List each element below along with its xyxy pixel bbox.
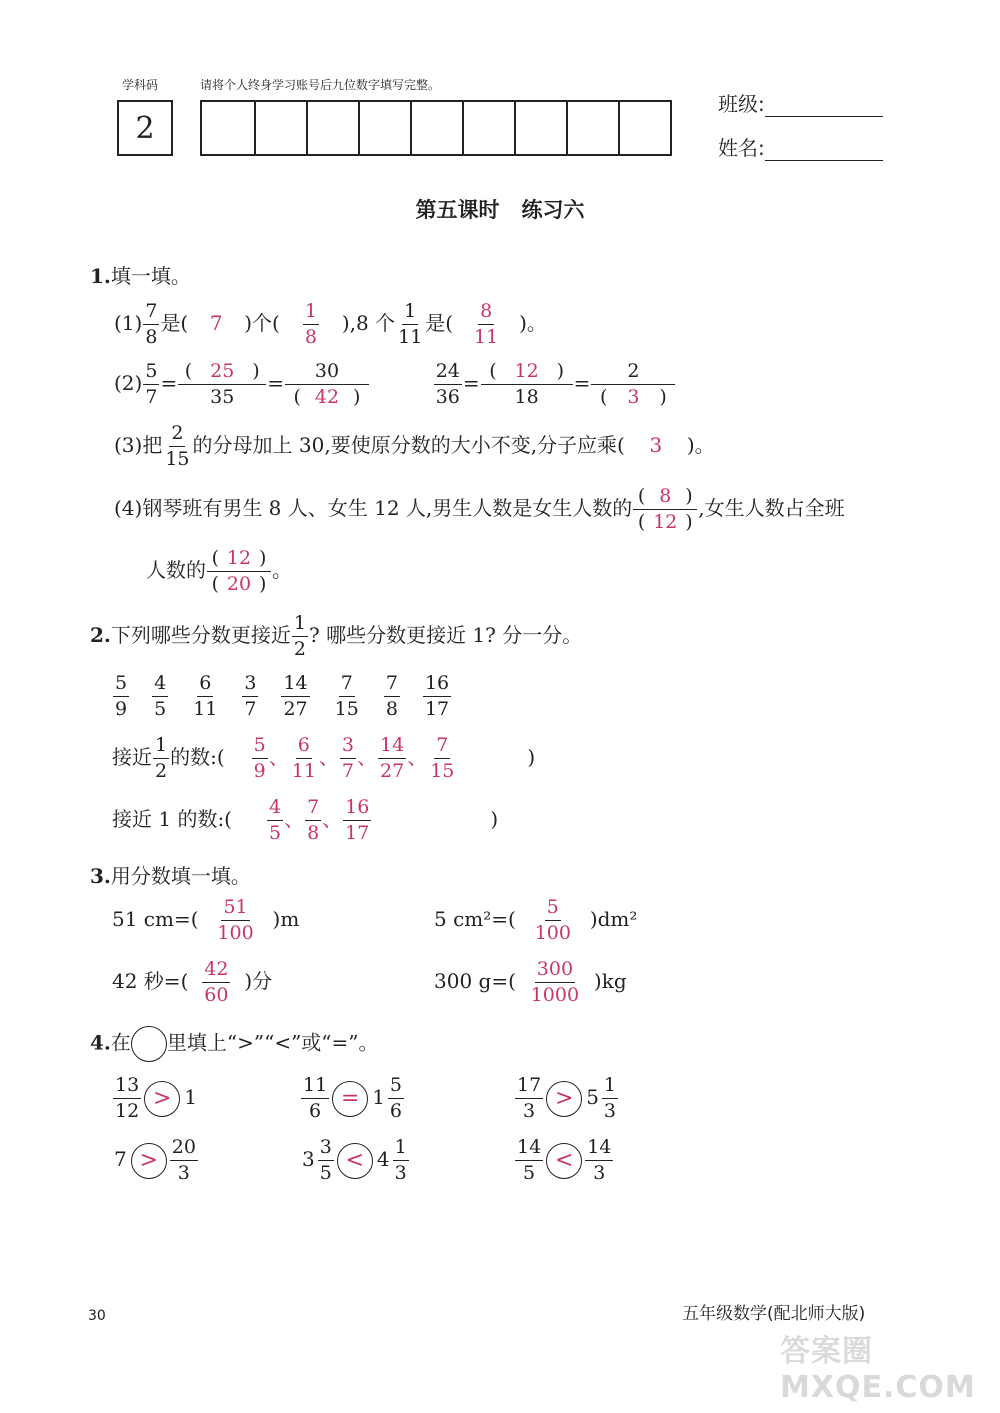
subject-code: 2	[135, 110, 155, 146]
fraction: $\frac{4}{5}$	[268, 796, 282, 844]
compare-circle[interactable]: >	[144, 1081, 180, 1117]
q1-p3-label: (3)把	[114, 433, 163, 457]
compare-item	[112, 1076, 199, 1121]
q1-p1-label: (1)	[114, 311, 143, 335]
compare-circle[interactable]: <	[546, 1143, 582, 1179]
answer-fraction[interactable]: $\frac{1}{8}$	[304, 300, 317, 348]
fraction: $\frac{14}{3}$	[587, 1136, 612, 1184]
fraction: $\frac{14}{27}$	[380, 734, 405, 782]
value: 7	[114, 1147, 127, 1171]
q1-part2: (2) $\frac{5}{7}$ = $\frac{( 25 )}{35}$ = $\frac{30}{( 42 )}$ $\frac{24}{36}$ = $\frac{( 12 )}{18}$ = $\frac{2}{( 3 )}$	[114, 362, 676, 407]
q1-part1: (1) $\frac{7}{8}$ 是( 7 )个( $\frac{1}{8}$ ),8 个 $\frac{1}{11}$ 是( $\frac{8}{11}$ )。	[114, 300, 547, 348]
answer-fraction[interactable]: $\frac{300}{1000}$	[530, 958, 580, 1006]
compare-circle[interactable]: >	[546, 1081, 582, 1117]
blank-fraction[interactable]: $\frac{( 12 )}{( 20 )}$	[207, 549, 271, 594]
value: 4 $\frac{1}{3}$	[376, 1136, 407, 1184]
fraction: $\frac{7}{15}$	[430, 734, 455, 782]
class-field[interactable]	[718, 88, 883, 117]
q1-part4: (4)钢琴班有男生 8 人、女生 12 人,男生人数是女生人数的 $\frac{( 8 )}{( 12 )}$ ,女生人数占全班	[114, 485, 845, 533]
fraction: $\frac{5}{9}$	[253, 734, 266, 782]
answer[interactable]: 7	[209, 311, 223, 335]
answer[interactable]: 3	[649, 433, 663, 457]
account-digit-box[interactable]	[200, 100, 256, 156]
blank-fraction[interactable]: $\frac{( 12 )}{18}$	[481, 362, 573, 407]
compare-item	[112, 1138, 199, 1183]
fraction: $\frac{6}{11}$	[291, 734, 316, 782]
fraction: $\frac{3}{7}$	[341, 734, 355, 782]
q1-heading	[90, 260, 191, 289]
fraction: $\frac{1}{3}$	[394, 1136, 407, 1184]
fraction: $\frac{16}{17}$	[424, 672, 450, 720]
q2-near-half-row: 接近 $\frac{1}{2}$ 的数:( $\frac{5}{9}$ 、 $\frac{6}{11}$ 、 $\frac{3}{7}$ 、 $\frac{14}{27}$ 、 $\frac{7}{15}$ )	[112, 734, 536, 782]
name-field[interactable]	[718, 132, 883, 161]
blank-fraction[interactable]: $\frac{30}{( 42 )}$	[285, 362, 369, 407]
fraction: $\frac{5}{6}$	[389, 1074, 403, 1122]
account-digit-box[interactable]	[514, 100, 568, 156]
fraction: $\frac{5}{7}$	[145, 360, 158, 408]
fraction: $\frac{7}{8}$	[145, 300, 158, 348]
q1-p4-text: (4)钢琴班有男生 8 人、女生 12 人,男生人数是女生人数的	[114, 496, 633, 520]
blank-fraction[interactable]: $\frac{2}{( 3 )}$	[591, 362, 675, 407]
q1-number: 1.	[90, 264, 111, 288]
q2-number: 2.	[90, 623, 111, 647]
fraction: $\frac{1}{3}$	[603, 1074, 617, 1122]
q3-item-b: 5 cm²=( $\frac{5}{100}$ )dm²	[434, 896, 638, 944]
compare-circle[interactable]: >	[131, 1143, 167, 1179]
separator: 、	[357, 745, 378, 769]
watermark: 答案圈 MXQE.COM	[780, 1334, 976, 1405]
q3-number: 3.	[90, 864, 111, 888]
near-half-answers[interactable]	[251, 734, 458, 782]
value	[112, 1074, 142, 1122]
blank-fraction[interactable]: $\frac{( 8 )}{( 12 )}$	[633, 487, 697, 532]
fraction: $\frac{1}{11}$	[398, 300, 423, 348]
value	[584, 1136, 614, 1184]
account-digit-box[interactable]	[566, 100, 620, 156]
value: 5 $\frac{1}{3}$	[586, 1074, 617, 1122]
separator: 、	[407, 745, 428, 769]
fraction: $\frac{11}{6}$	[303, 1074, 328, 1122]
subject-code-box	[117, 100, 173, 156]
fraction: $\frac{20}{3}$	[171, 1136, 196, 1184]
q1-part3: (3)把 $\frac{2}{15}$ 的分母加上 30,要使原分数的大小不变,分子应乘( 3 )。	[114, 422, 715, 470]
account-digit-box[interactable]	[254, 100, 308, 156]
class-blank[interactable]	[765, 96, 883, 117]
fraction: $\frac{24}{36}$	[435, 360, 460, 408]
compare-circle[interactable]: =	[332, 1081, 368, 1117]
value: 1 $\frac{5}{6}$	[372, 1074, 403, 1122]
q2-near-one-row: 接近 1 的数:( $\frac{4}{5}$ 、 $\frac{7}{8}$ 、 $\frac{16}{17}$ )	[112, 796, 499, 844]
q2-fraction-list	[112, 674, 473, 719]
q1-part4-line2: 人数的 $\frac{( 12 )}{( 20 )}$ 。	[146, 547, 292, 595]
fraction: $\frac{14}{5}$	[517, 1136, 542, 1184]
account-digit-box[interactable]	[618, 100, 672, 156]
fraction: $\frac{2}{15}$	[165, 422, 190, 470]
q1-p2-label: (2)	[114, 371, 143, 395]
account-digit-box[interactable]	[358, 100, 412, 156]
value: 3 $\frac{3}{5}$	[302, 1136, 332, 1184]
q3-item-a: 51 cm=( $\frac{51}{100}$ )m	[112, 896, 300, 944]
fraction: $\frac{13}{12}$	[115, 1074, 140, 1122]
separator: 、	[268, 745, 289, 769]
q3-item-c: 42 秒=( $\frac{42}{60}$ )分	[112, 958, 273, 1006]
fraction: $\frac{3}{5}$	[319, 1136, 332, 1184]
q1-title: 填一填。	[110, 264, 191, 288]
fraction: $\frac{6}{11}$	[193, 672, 218, 720]
subject-code-label: 学科码	[122, 78, 159, 92]
fraction: $\frac{1}{2}$	[293, 612, 306, 660]
fraction: $\frac{1}{2}$	[155, 734, 168, 782]
separator: 、	[322, 807, 343, 831]
account-digit-box[interactable]	[306, 100, 360, 156]
fraction: $\frac{16}{17}$	[345, 796, 370, 844]
account-digit-box[interactable]	[410, 100, 464, 156]
answer-fraction[interactable]: $\frac{42}{60}$	[204, 958, 229, 1006]
account-digit-box[interactable]	[462, 100, 516, 156]
fraction: $\frac{3}{7}$	[244, 672, 257, 720]
separator: 、	[284, 807, 305, 831]
book-title: 五年级数学(配北师大版)	[682, 1304, 866, 1324]
fraction: $\frac{14}{27}$	[283, 672, 308, 720]
compare-item	[300, 1138, 410, 1183]
name-blank[interactable]	[765, 140, 883, 161]
separator: 、	[318, 745, 339, 769]
compare-item	[514, 1076, 619, 1121]
fraction: $\frac{17}{3}$	[517, 1074, 542, 1122]
value	[300, 1074, 330, 1122]
fraction: $\frac{7}{15}$	[334, 672, 359, 720]
class-label: 班级:	[718, 92, 765, 116]
compare-item	[514, 1138, 614, 1183]
account-number-boxes[interactable]	[200, 100, 672, 156]
value	[514, 1136, 544, 1184]
answer-fraction[interactable]: $\frac{51}{100}$	[217, 896, 254, 944]
account-hint: 请将个人终身学习账号后九位数字填写完整。	[200, 78, 441, 92]
q3-item-d: 300 g=( $\frac{300}{1000}$ )kg	[434, 958, 627, 1006]
name-label: 姓名:	[718, 136, 765, 160]
q2-heading: 2.下列哪些分数更接近 $\frac{1}{2}$ ? 哪些分数更接近 1? 分一分。	[90, 612, 583, 660]
page-number: 30	[88, 1308, 106, 1324]
value	[169, 1136, 199, 1184]
fraction: $\frac{7}{8}$	[385, 672, 398, 720]
q4-heading: 4.在 里填上“>”“<”或“=”。	[90, 1026, 379, 1062]
fraction: $\frac{5}{9}$	[115, 672, 128, 720]
page-title: 第五课时 练习六	[415, 198, 585, 222]
fraction: $\frac{7}{8}$	[307, 796, 320, 844]
value	[514, 1074, 544, 1122]
near-one-answers[interactable]	[266, 796, 372, 844]
q4-number: 4.	[90, 1030, 111, 1055]
compare-item	[300, 1076, 405, 1121]
answer-fraction[interactable]: $\frac{8}{11}$	[474, 300, 499, 348]
value: 1	[184, 1085, 197, 1109]
blank-fraction[interactable]: $\frac{( 25 )}{35}$	[178, 362, 266, 407]
answer-fraction[interactable]: $\frac{5}{100}$	[534, 896, 571, 944]
compare-circle[interactable]: <	[337, 1143, 373, 1179]
fraction: $\frac{4}{5}$	[154, 672, 167, 720]
empty-circle-icon	[131, 1026, 167, 1062]
q3-heading: 3.用分数填一填。	[90, 864, 251, 888]
